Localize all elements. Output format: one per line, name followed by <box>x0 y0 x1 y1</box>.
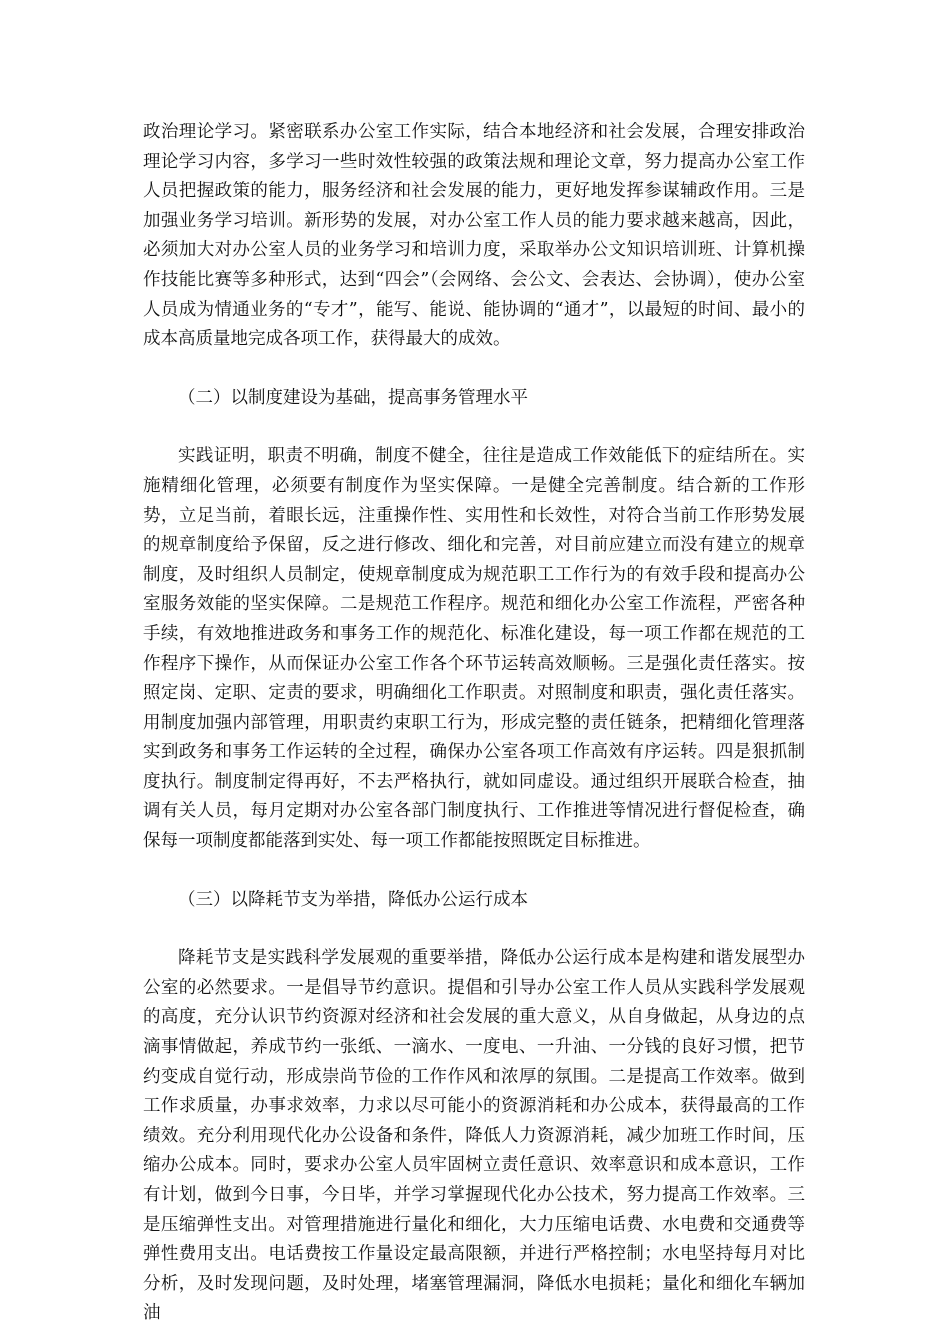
body-paragraph-1: 政治理论学习。紧密联系办公室工作实际，结合本地经济和社会发展，合理安排政治理论学习内容，多学习一些时效性较强的政策法规和理论文章，努力提高办公室工作人员把握政策的能力，服务经济和社会发展的能力，更好地发挥参谋辅政作用。三是加强业务学习培训。新形势的发展，对办公室工作人员的能力要求越来越高，因此，必须加大对办公室人员的业务学习和培训力度，采取举办公文知识培训班、计算机操作技能比赛等多种形式，达到“四会”（会网络、会公文、会表达、会协调），使办公室人员成为情通业务的“专才”，能写、能说、能协调的“通才”，以最短的时间、最小的成本高质量地完成各项工作，获得最大的成效。 <box>143 122 805 350</box>
paragraph-gap <box>143 857 805 886</box>
section-heading-3: （三）以降耗节支为举措，降低办公运行成本 <box>178 889 528 910</box>
paragraph-gap <box>143 915 805 944</box>
document-page <box>143 118 805 1329</box>
paragraph-gap <box>143 413 805 442</box>
body-paragraph-2: 实践证明，职责不明确，制度不健全，往往是造成工作效能低下的症结所在。实施精细化管理，必须要有制度作为坚实保障。一是健全完善制度。结合新的工作形势，立足当前，着眼长远，注重操作性、实用性和长效性，对符合当前工作形势发展的规章制度给予保留，反之进行修改、细化和完善，对目前应建立而没有建立的规章制度，及时组织人员制定，使规章制度成为规范职工工作行为的有效手段和提高办公室服务效能的坚实保障。二是规范工作程序。规范和细化办公室工作流程，严密各种手续，有效地推进政务和事务工作的规范化、标准化建设，每一项工作都在规范的工作程序下操作，从而保证办公室工作各个环节运转高效顺畅。三是强化责任落实。按照定岗、定职、定责的要求，明确细化工作职责。对照制度和职责，强化责任落实。用制度加强内部管理，用职责约束职工行为，形成完整的责任链条，把精细化管理落实到政务和事务工作运转的全过程，确保办公室各项工作高效有序运转。四是狠抓制度执行。制度制定得再好，不去严格执行，就如同虚设。通过组织开展联合检查，抽调有关人员，每月定期对办公室各部门制度执行、工作推进等情况进行督促检查，确保每一项制度都能落到实处、每一项工作都能按照既定目标推进。 <box>143 446 805 852</box>
section-heading-2: （二）以制度建设为基础，提高事务管理水平 <box>178 387 528 408</box>
body-paragraph-3: 降耗节支是实践科学发展观的重要举措，降低办公运行成本是构建和谐发展型办公室的必然要求。一是倡导节约意识。提倡和引导办公室工作人员从实践科学发展观的高度，充分认识节约资源对经济和社会发展的重大意义，从自身做起，从身边的点滴事情做起，养成节约一张纸、一滴水、一度电、一升油、一分钱的良好习惯，把节约变成自觉行动，形成崇尚节俭的工作作风和浓厚的氛围。二是提高工作效率。做到工作求质量，办事求效率，力求以尽可能小的资源消耗和办公成本，获得最高的工作绩效。充分利用现代化办公设备和条件，降低人力资源消耗，减少加班工作时间，压缩办公成本。同时，要求办公室人员牢固树立责任意识、效率意识和成本意识，工作有计划，做到今日事，今日毕，并学习掌握现代化办公技术，努力提高工作效率。三是压缩弹性支出。对管理措施进行量化和细化，大力压缩电话费、水电费和交通费等弹性费用支出。电话费按工作量设定最高限额，并进行严格控制；水电坚持每月对比分析，及时发现问题，及时处理，堵塞管理漏洞，降低水电损耗；量化和细化车辆加油 <box>143 948 805 1324</box>
paragraph-gap <box>143 355 805 384</box>
